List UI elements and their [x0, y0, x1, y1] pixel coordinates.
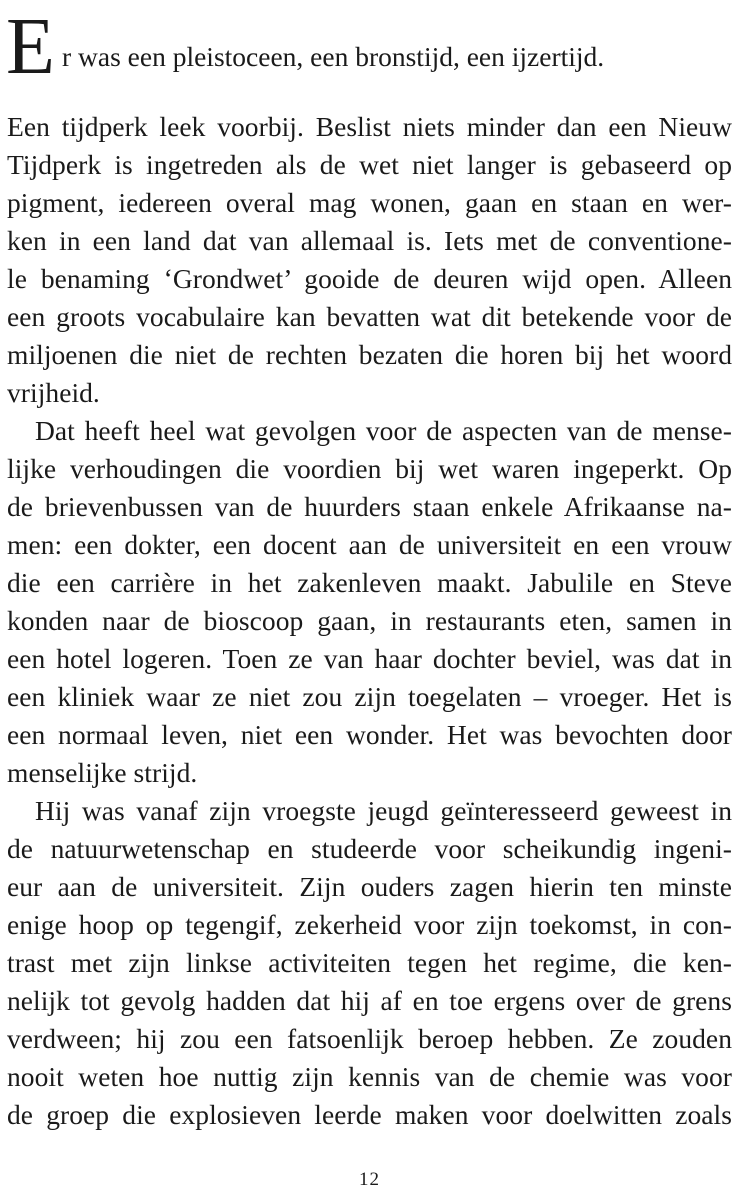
- text-line: een groots vocabulaire kan bevatten wat dit betekende voor de: [7, 301, 732, 332]
- text-line: de natuurwetenschap en studeerde voor scheikundig ingeni-: [7, 833, 732, 864]
- text-line: enige hoop op tegengif, zekerheid voor zijn toekomst, in con-: [7, 909, 732, 940]
- text-line: le benaming ‘Grondwet’ gooide de deuren wijd open. Alleen: [7, 263, 732, 294]
- text-line: pigment, iedereen overal mag wonen, gaan en staan en wer-: [7, 187, 732, 218]
- text-line: konden naar de bioscoop gaan, in restaurants eten, samen in: [7, 605, 732, 636]
- text-line: Tijdperk is ingetreden als de wet niet langer is gebaseerd op: [7, 149, 732, 180]
- text-line: nooit weten hoe nuttig zijn kennis van de chemie was voor: [7, 1061, 732, 1092]
- text-line: de groep die explosieven leerde maken voor doelwitten zoals: [7, 1099, 732, 1130]
- text-line: een normaal leven, niet een wonder. Het was bevochten door: [7, 719, 732, 750]
- opening-line: r was een pleistoceen, een bronstijd, een ijzertijd.: [62, 41, 605, 72]
- text-line: Dat heeft heel wat gevolgen voor de aspecten van de mense-: [35, 415, 732, 446]
- text-line: verdween; hij zou een fatsoenlijk beroep hebben. Ze zouden: [7, 1023, 732, 1054]
- text-line: trast met zijn linkse activiteiten tegen het regime, die ken-: [7, 947, 732, 978]
- text-line: ken in een land dat van allemaal is. Iets met de conventione-: [7, 225, 732, 256]
- text-line: een kliniek waar ze niet zou zijn toegelaten – vroeger. Het is: [7, 681, 732, 712]
- text-line: Hij was vanaf zijn vroegste jeugd geïnteresseerd geweest in: [35, 795, 732, 826]
- text-line: lijke verhoudingen die voordien bij wet waren ingeperkt. Op: [7, 453, 732, 484]
- text-line: miljoenen die niet de rechten bezaten die horen bij het woord: [7, 339, 732, 370]
- drop-cap: E: [6, 3, 55, 91]
- page-number: 12: [359, 1169, 380, 1190]
- text-line: menselijke strijd.: [7, 757, 198, 788]
- text-line: de brievenbussen van de huurders staan enkele Afrikaanse na-: [7, 491, 732, 522]
- text-line: nelijk tot gevolg hadden dat hij af en toe ergens over de grens: [7, 985, 732, 1016]
- text-line: men: een dokter, een docent aan de universiteit en een vrouw: [7, 529, 732, 560]
- text-line: eur aan de universiteit. Zijn ouders zagen hierin ten minste: [7, 871, 732, 902]
- text-line: Een tijdperk leek voorbij. Beslist niets minder dan een Nieuw: [7, 111, 732, 142]
- text-line: die een carrière in het zakenleven maakt. Jabulile en Steve: [7, 567, 732, 598]
- text-line: vrijheid.: [7, 377, 100, 408]
- text-line: een hotel logeren. Toen ze van haar dochter beviel, was dat in: [7, 643, 732, 674]
